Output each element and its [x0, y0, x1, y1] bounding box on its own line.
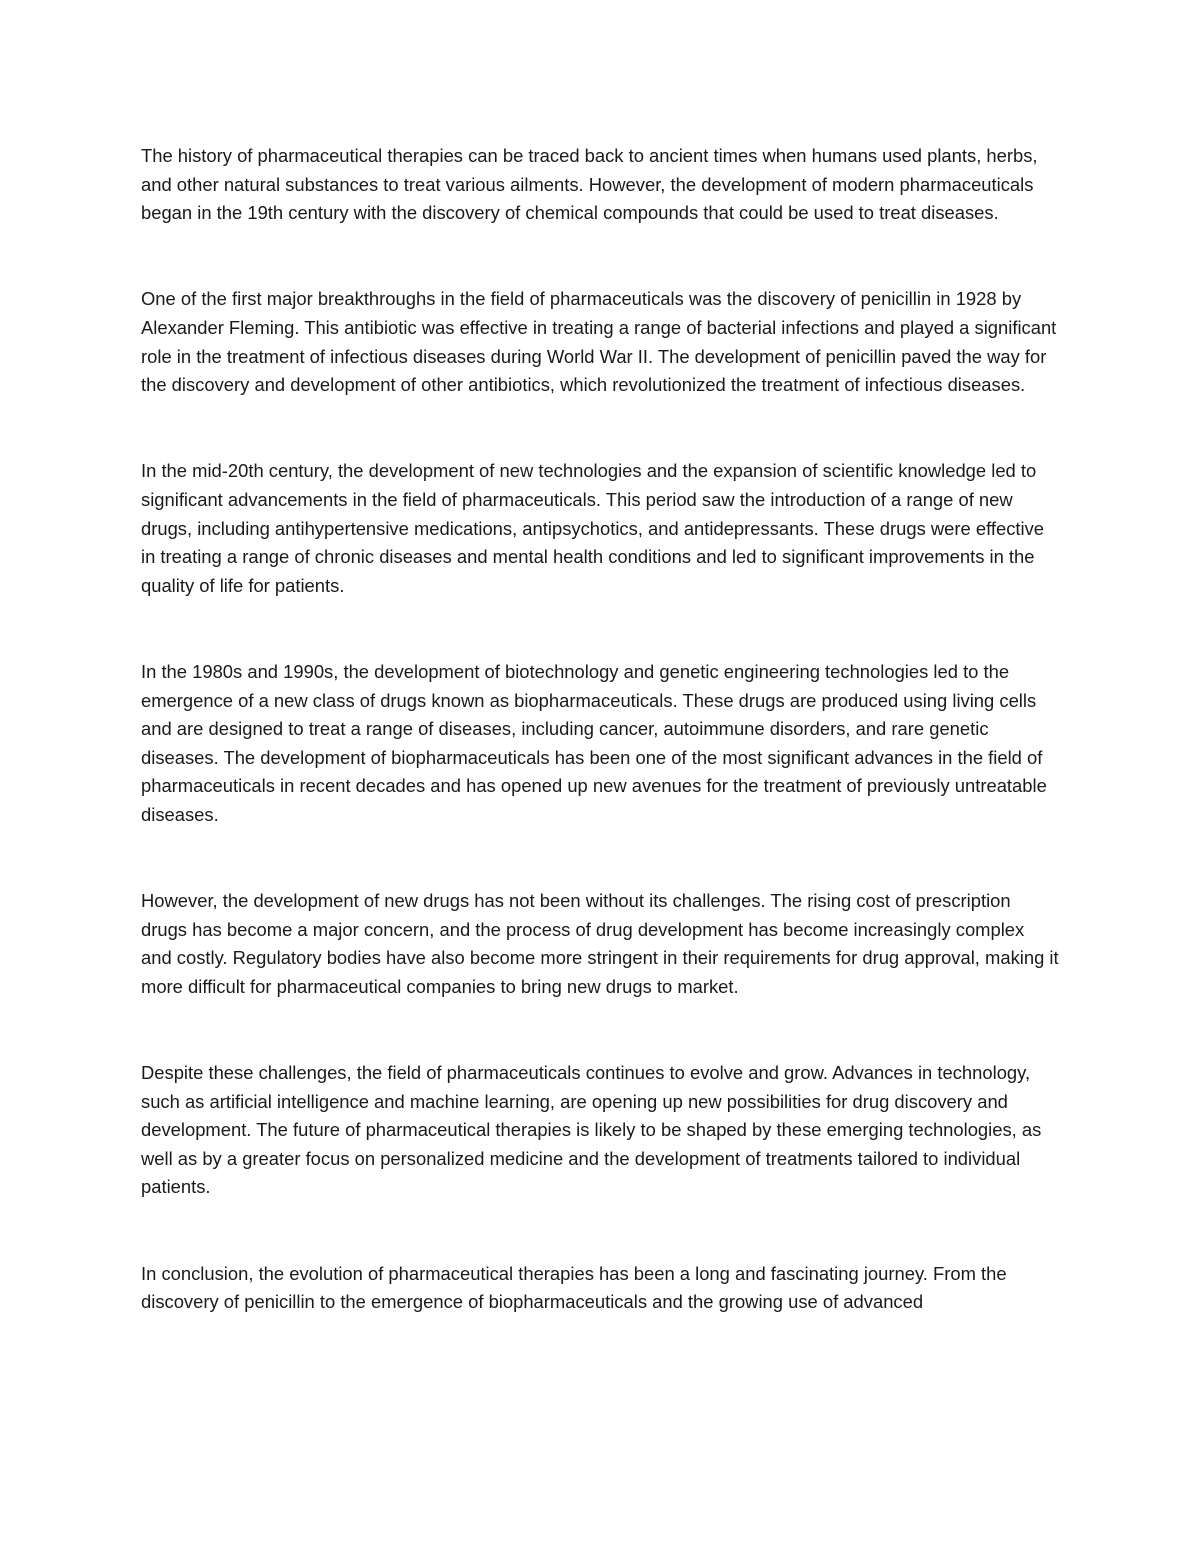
paragraph-history: The history of pharmaceutical therapies can be traced back to ancient times when humans used plants, herbs, and other natural substances to treat various ailments. However, the development of modern pharmaceuticals began in the 19th century with the discovery of chemical compounds that could be used to treat diseases.: [141, 145, 1038, 224]
paragraph-mid-20th-century: In the mid-20th century, the development of new technologies and the expansion of scientific knowledge led to significant advancements in the field of pharmaceuticals. This period saw the introduction of a range of new drugs, including antihypertensive medications, antipsychotics, and antidepressants. These drugs were effective in treating a range of chronic diseases and mental health conditions and led to significant improvements in the quality of life for patients.: [141, 460, 1045, 596]
paragraph-future: Despite these challenges, the field of pharmaceuticals continues to evolve and grow. Advances in technology, such as artificial intelligence and machine learning, are opening up new possibilities for drug discovery and development. The future of pharmaceutical therapies is likely to be shaped by these emerging technologies, as well as by a greater focus on personalized medicine and the development of treatments tailored to individual patients.: [141, 1062, 1042, 1198]
paragraph-conclusion: In conclusion, the evolution of pharmaceutical therapies has been a long and fascinating journey. From the discovery of penicillin to the emergence of biopharmaceuticals and the growing use of advanced: [141, 1262, 1007, 1313]
document-body: [141, 142, 1059, 1317]
paragraph-penicillin: One of the first major breakthroughs in the field of pharmaceuticals was the discovery of penicillin in 1928 by Alexander Fleming. This antibiotic was effective in treating a range of bacterial infections and played a significant role in the treatment of infectious diseases during World War II. The development of penicillin paved the way for the discovery and development of other antibiotics, which revolutionized the treatment of infectious diseases.: [141, 288, 1057, 396]
paragraph-biopharmaceuticals: In the 1980s and 1990s, the development of biotechnology and genetic engineering technologies led to the emergence of a new class of drugs known as biopharmaceuticals. These drugs are produced using living cells and are designed to treat a range of diseases, including cancer, autoimmune disorders, and rare genetic diseases. The development of biopharmaceuticals has been one of the most significant advances in the field of pharmaceuticals in recent decades and has opened up new avenues for the treatment of previously untreatable diseases.: [141, 660, 1047, 825]
paragraph-challenges: However, the development of new drugs has not been without its challenges. The rising cost of prescription drugs has become a major concern, and the process of drug development has become increasingly complex and costly. Regulatory bodies have also become more stringent in their requirements for drug approval, making it more difficult for pharmaceutical companies to bring new drugs to market.: [141, 890, 1059, 997]
